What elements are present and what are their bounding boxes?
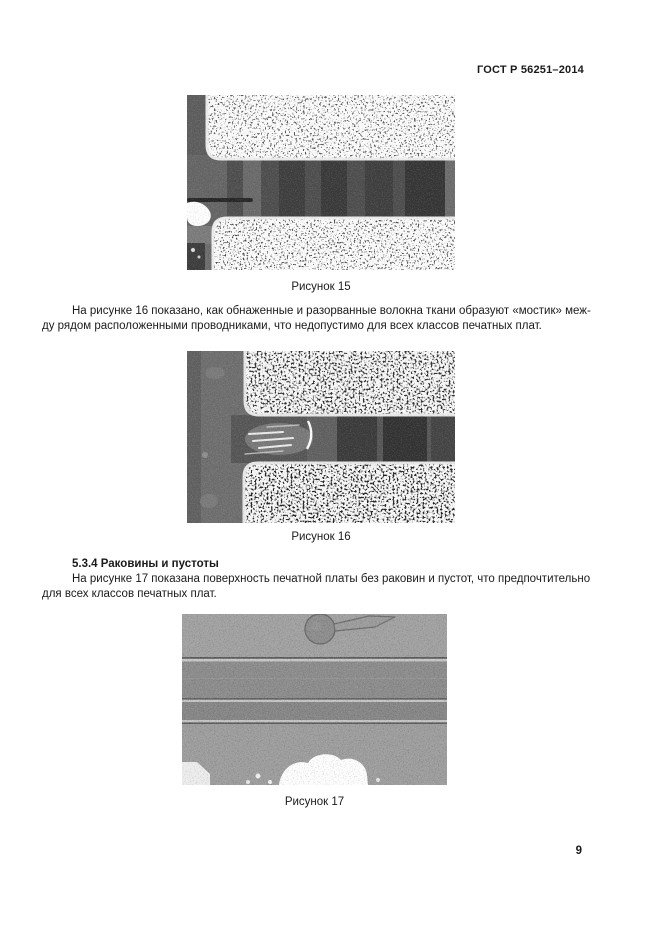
pcb-micro-photo-fiber-bridge-icon — [187, 351, 455, 523]
figure-16-photo — [187, 351, 455, 523]
section-5-3-4-heading: 5.3.4 Раковины и пустоты — [72, 558, 219, 570]
figure-15-photo — [187, 95, 455, 270]
pcb-surface-photo-no-voids-icon — [182, 614, 447, 785]
paragraph-fig17-line1: На рисунке 17 показана поверхность печатной платы без раковин и пустот, что предпочтительно — [72, 573, 591, 585]
figure-17-caption: Рисунок 17 — [284, 796, 345, 808]
paragraph-fig17-line2: для всех классов печатных плат. — [42, 588, 217, 600]
paragraph-fig16-line2: ду рядом расположенными проводниками, что недопустимо для всех классов печатных плат. — [42, 320, 542, 332]
document-code-header: ГОСТ Р 56251–2014 — [476, 64, 584, 76]
page-number: 9 — [575, 845, 582, 857]
pcb-micro-photo-torn-fibers-icon — [187, 95, 455, 270]
figure-15-caption: Рисунок 15 — [291, 281, 351, 293]
figure-17-photo — [182, 614, 447, 785]
paragraph-fig16-line1: На рисунке 16 показано, как обнаженные и разорванные волокна ткани образуют «мостик» меж- — [72, 305, 591, 317]
figure-16-caption: Рисунок 16 — [291, 531, 351, 543]
